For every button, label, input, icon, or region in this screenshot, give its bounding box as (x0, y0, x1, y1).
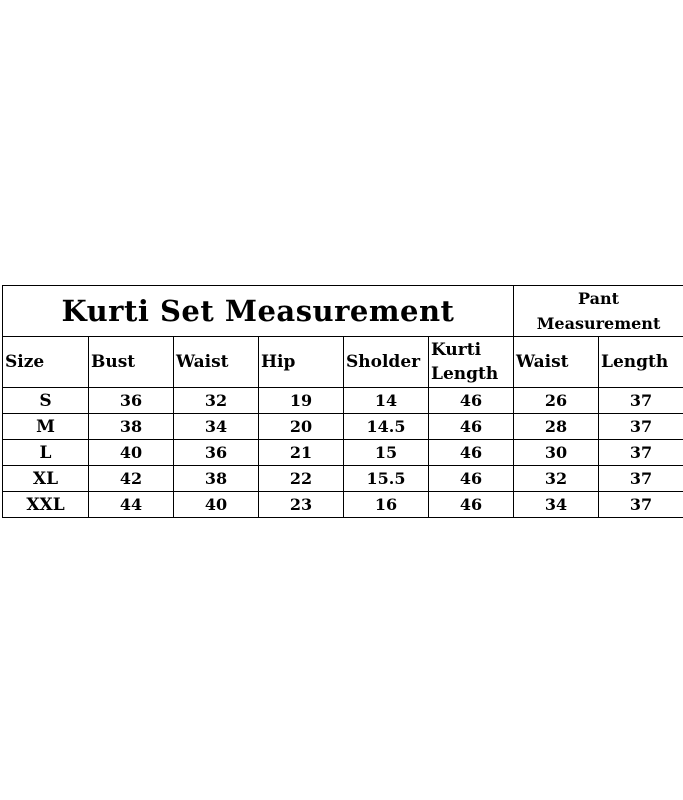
cell-size: L (3, 440, 89, 466)
cell-bust: 44 (89, 492, 174, 518)
header-pant-waist: Waist (514, 337, 599, 388)
pant-title-line-2: Measurement (536, 314, 661, 333)
cell-pant-waist: 32 (514, 466, 599, 492)
pant-title-line-1: Pant (578, 289, 619, 308)
header-kurti-length-line-1: Kurti (431, 340, 482, 360)
header-row (3, 337, 683, 388)
cell-pant-waist: 34 (514, 492, 599, 518)
cell-waist: 40 (174, 492, 259, 518)
cell-pant-waist: 26 (514, 388, 599, 414)
cell-pant-waist: 28 (514, 414, 599, 440)
table-row (3, 492, 683, 518)
cell-size: M (3, 414, 89, 440)
cell-waist: 36 (174, 440, 259, 466)
cell-hip: 21 (259, 440, 344, 466)
cell-size: S (3, 388, 89, 414)
table-row (3, 414, 683, 440)
cell-bust: 38 (89, 414, 174, 440)
size-chart-table (2, 285, 683, 518)
header-bust: Bust (89, 337, 174, 388)
chart-title: Kurti Set Measurement (3, 286, 514, 337)
table-row (3, 466, 683, 492)
cell-waist: 38 (174, 466, 259, 492)
cell-bust: 42 (89, 466, 174, 492)
header-kurti-length (429, 337, 514, 388)
header-sholder: Sholder (344, 337, 429, 388)
title-row (3, 286, 683, 337)
cell-size: XXL (3, 492, 89, 518)
cell-kurti-length: 46 (429, 440, 514, 466)
cell-hip: 19 (259, 388, 344, 414)
cell-hip: 23 (259, 492, 344, 518)
cell-waist: 32 (174, 388, 259, 414)
cell-bust: 36 (89, 388, 174, 414)
header-kurti-length-line-2: Length (431, 364, 499, 384)
cell-pant-length: 37 (599, 414, 683, 440)
table-row (3, 388, 683, 414)
pant-measurement-title (514, 286, 683, 337)
cell-hip: 20 (259, 414, 344, 440)
cell-sholder: 15.5 (344, 466, 429, 492)
cell-pant-length: 37 (599, 388, 683, 414)
cell-bust: 40 (89, 440, 174, 466)
table-row (3, 440, 683, 466)
cell-sholder: 14.5 (344, 414, 429, 440)
cell-sholder: 15 (344, 440, 429, 466)
header-pant-length: Length (599, 337, 683, 388)
cell-pant-length: 37 (599, 492, 683, 518)
cell-kurti-length: 46 (429, 388, 514, 414)
cell-kurti-length: 46 (429, 466, 514, 492)
cell-hip: 22 (259, 466, 344, 492)
cell-sholder: 16 (344, 492, 429, 518)
cell-pant-length: 37 (599, 466, 683, 492)
cell-kurti-length: 46 (429, 492, 514, 518)
cell-sholder: 14 (344, 388, 429, 414)
header-waist: Waist (174, 337, 259, 388)
header-hip: Hip (259, 337, 344, 388)
header-size: Size (3, 337, 89, 388)
cell-kurti-length: 46 (429, 414, 514, 440)
cell-size: XL (3, 466, 89, 492)
cell-waist: 34 (174, 414, 259, 440)
cell-pant-length: 37 (599, 440, 683, 466)
cell-pant-waist: 30 (514, 440, 599, 466)
